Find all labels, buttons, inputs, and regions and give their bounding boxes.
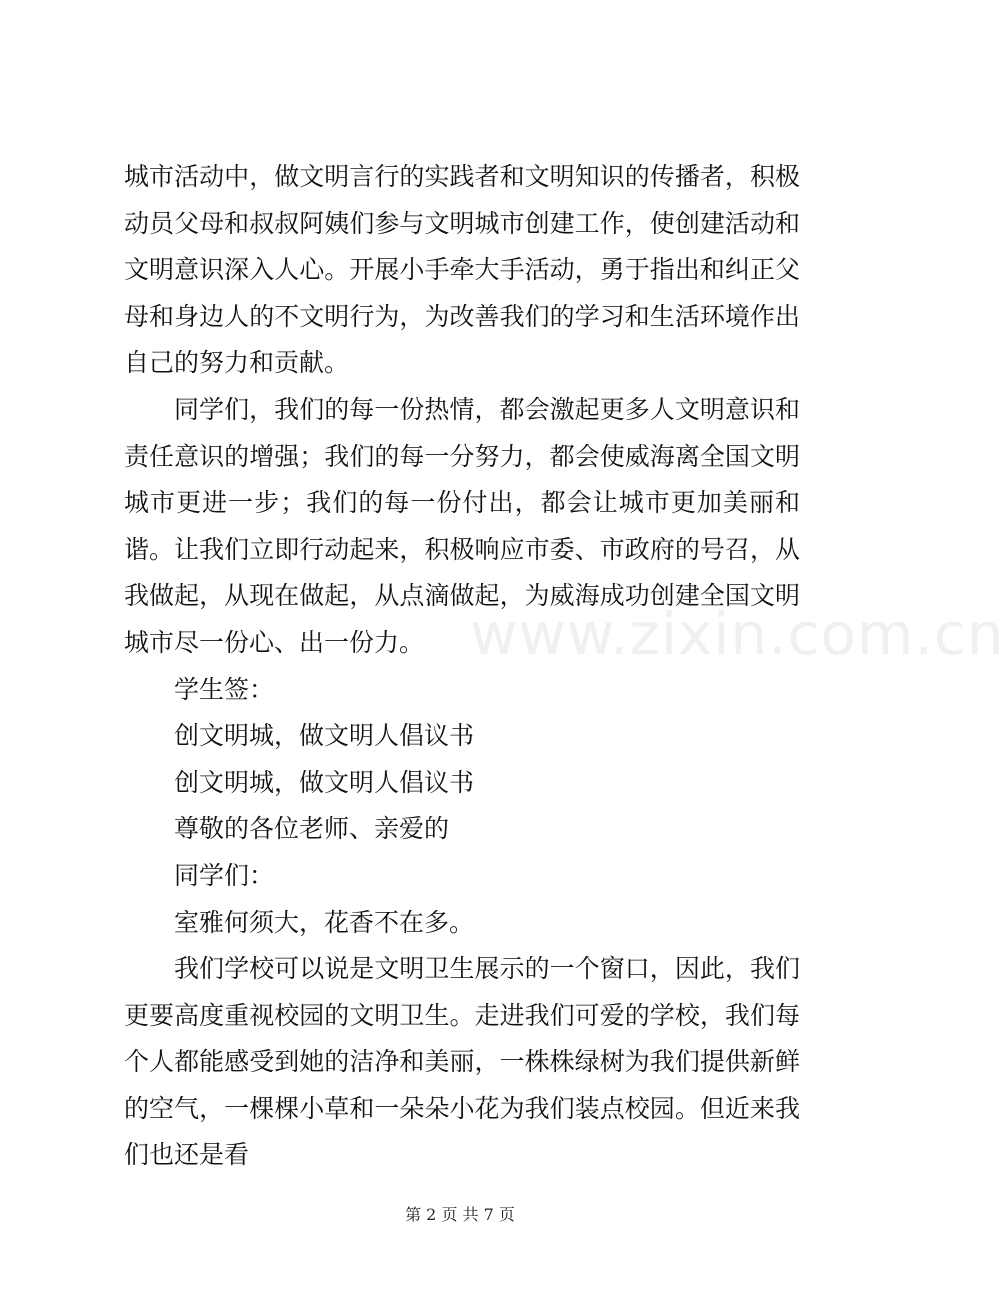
watermark: www.zixin.com.cn bbox=[470, 600, 1005, 668]
page-footer: 第 2 页 共 7 页 bbox=[405, 1205, 515, 1224]
body-text bbox=[124, 154, 800, 1179]
paragraph: 城市活动中，做文明言行的实践者和文明知识的传播者，积极动员父母和叔叔阿姨们参与文明城市创建工作，使创建活动和文明意识深入人心。开展小手牵大手活动，勇于指出和纠正父母和身边人的不文明行为，为改善我们的学习和生活环境作出自己的努力和贡献。 bbox=[124, 162, 800, 378]
salutation: 同学们： bbox=[174, 860, 275, 890]
document-title: 创文明城，做文明人倡议书 bbox=[174, 721, 475, 751]
paragraph: 同学们，我们的每一份热情，都会激起更多人文明意识和责任意识的增强；我们的每一分努力，都会使威海离全国文明城市更进一步；我们的每一份付出，都会让城市更加美丽和谐。让我们立即行动起来，积极响应市委、市政府的号召，从我做起，从现在做起，从点滴做起，为威海成功创建全国文明城市尽一份心、出一份力。 bbox=[124, 394, 800, 657]
paragraph: 室雅何须大，花香不在多。 bbox=[174, 907, 475, 937]
paragraph: 我们学校可以说是文明卫生展示的一个窗口，因此，我们更要高度重视校园的文明卫生。走进我们可爱的学校，我们每个人都能感受到她的洁净和美丽，一株株绿树为我们提供新鲜的空气，一棵棵小草和一朵朵小花为我们装点校园。但近来我们也还是看 bbox=[124, 954, 800, 1170]
salutation: 尊敬的各位老师、亲爱的 bbox=[174, 814, 450, 844]
document-title: 创文明城，做文明人倡议书 bbox=[174, 767, 475, 797]
signature-line: 学生签： bbox=[174, 674, 275, 704]
